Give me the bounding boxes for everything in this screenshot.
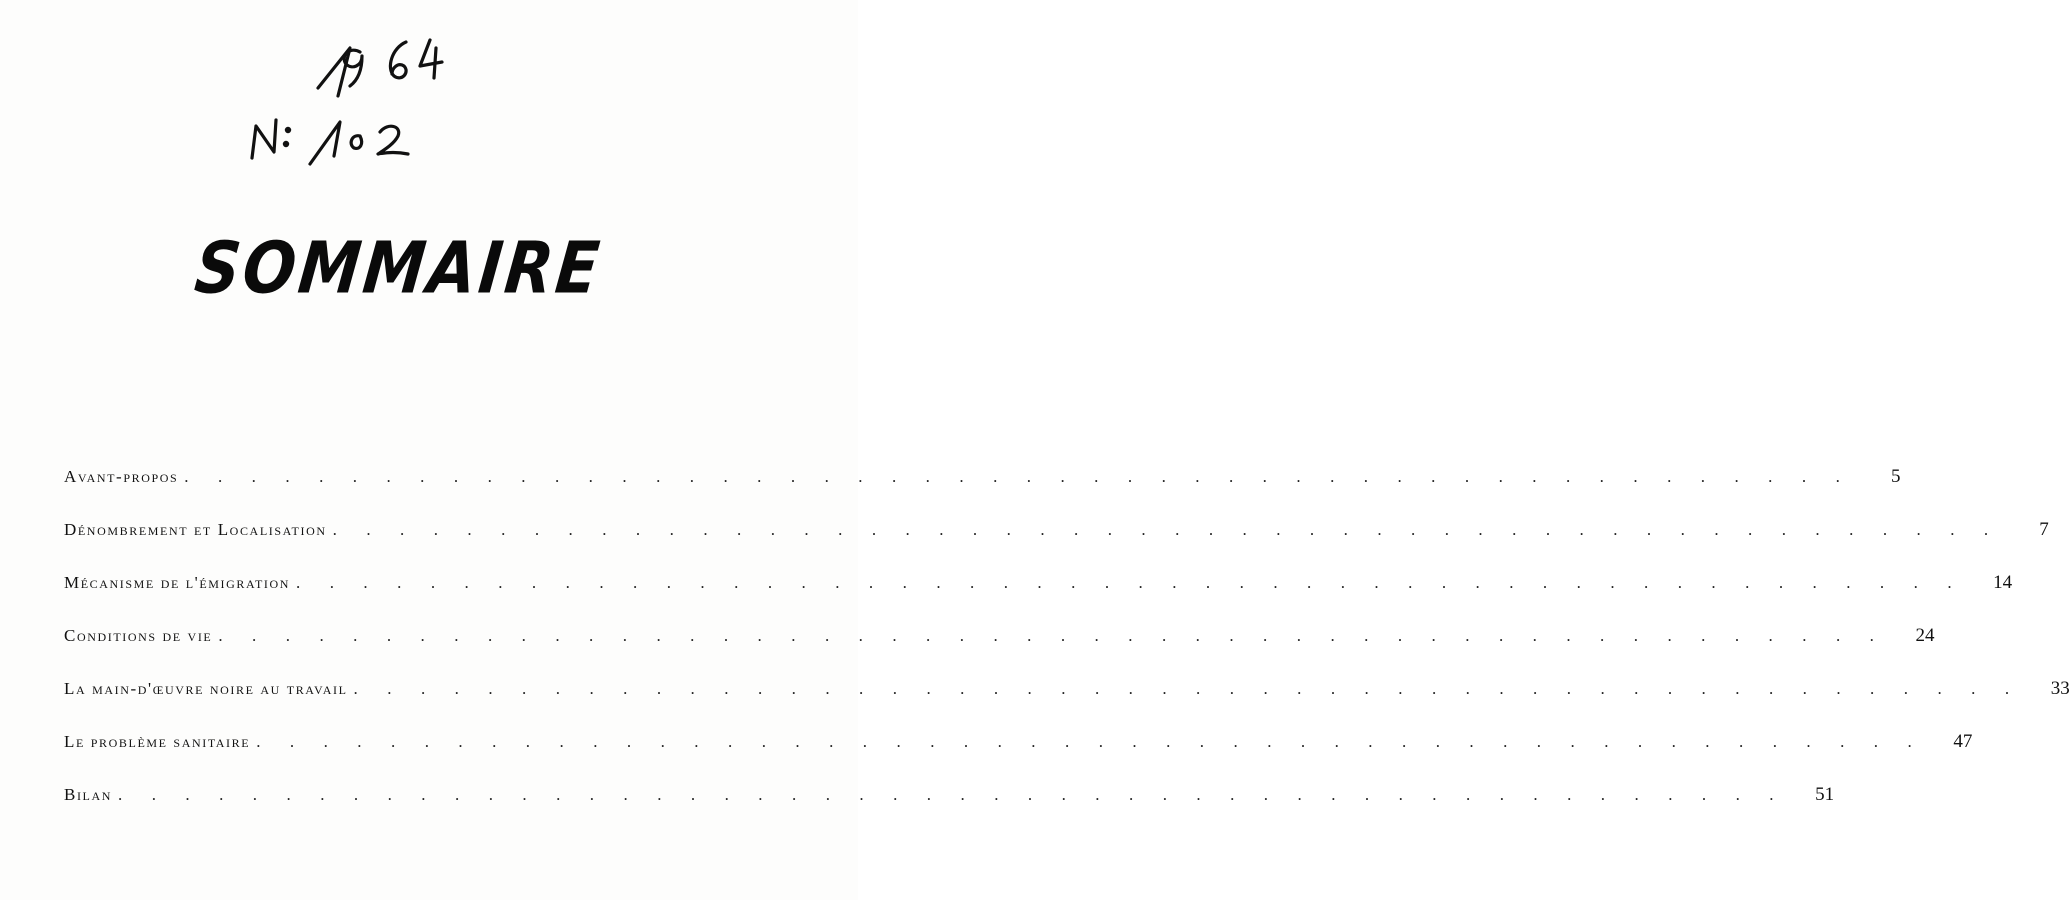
toc-dot-leader: . . . . . . . . . . . . . . . . . . . . . . . . . . . . . . . . . . . . . . . . . . . . . . . . . . [184, 467, 1853, 486]
toc-entry-page: 51 [1815, 784, 1835, 805]
toc-entry-label: Conditions de vie [64, 626, 213, 645]
toc-entry-bilan [64, 784, 1835, 837]
toc-dot-leader: . . . . . . . . . . . . . . . . . . . . . . . . . . . . . . . . . . . . . . . . . . . . . . . . . . [332, 520, 2001, 539]
toc-entry-label: Bilan [64, 785, 112, 804]
toc-entry-conditions [64, 625, 1935, 678]
page-title: SOMMAIRE [191, 226, 606, 310]
handwritten-annotation [230, 18, 490, 188]
toc-entry-label: Mécanisme de l'émigration [64, 573, 291, 592]
toc-entry-mecanisme [64, 572, 2013, 625]
toc-entry-page: 14 [1993, 572, 2013, 593]
toc-entry-label: Le problème sanitaire [64, 732, 251, 751]
toc-entry-probleme-sanitaire [64, 731, 1973, 784]
toc-entry-page: 7 [2039, 519, 2049, 540]
toc-dot-leader: . . . . . . . . . . . . . . . . . . . . . . . . . . . . . . . . . . . . . . . . . . . . . . . . . . [118, 785, 1787, 804]
toc-entry-page: 5 [1890, 466, 1901, 487]
toc-entry-label: Avant-propos [64, 467, 179, 486]
toc-dot-leader: . . . . . . . . . . . . . . . . . . . . . . . . . . . . . . . . . . . . . . . . . . . . . . . . . . [256, 732, 1925, 751]
toc-entry-label: La main-d'œuvre noire au travail [64, 679, 348, 698]
toc-entry-page: 47 [1953, 731, 1973, 752]
toc-entry-page: 24 [1915, 625, 1935, 646]
toc-entry-avant-propos [64, 466, 1901, 519]
toc-entry-denombrement [64, 519, 2049, 572]
toc-dot-leader: . . . . . . . . . . . . . . . . . . . . . . . . . . . . . . . . . . . . . . . . . . . . . . . . . . [353, 679, 2022, 698]
toc-dot-leader: . . . . . . . . . . . . . . . . . . . . . . . . . . . . . . . . . . . . . . . . . . . . . . . . . . [296, 573, 1965, 592]
table-of-contents [64, 466, 2070, 837]
toc-entry-page: 33 [2050, 678, 2070, 699]
toc-dot-leader: . . . . . . . . . . . . . . . . . . . . . . . . . . . . . . . . . . . . . . . . . . . . . . . . . . [218, 626, 1887, 645]
toc-entry-label: Dénombrement et Localisation [64, 520, 327, 539]
toc-entry-main-oeuvre [64, 678, 2070, 731]
